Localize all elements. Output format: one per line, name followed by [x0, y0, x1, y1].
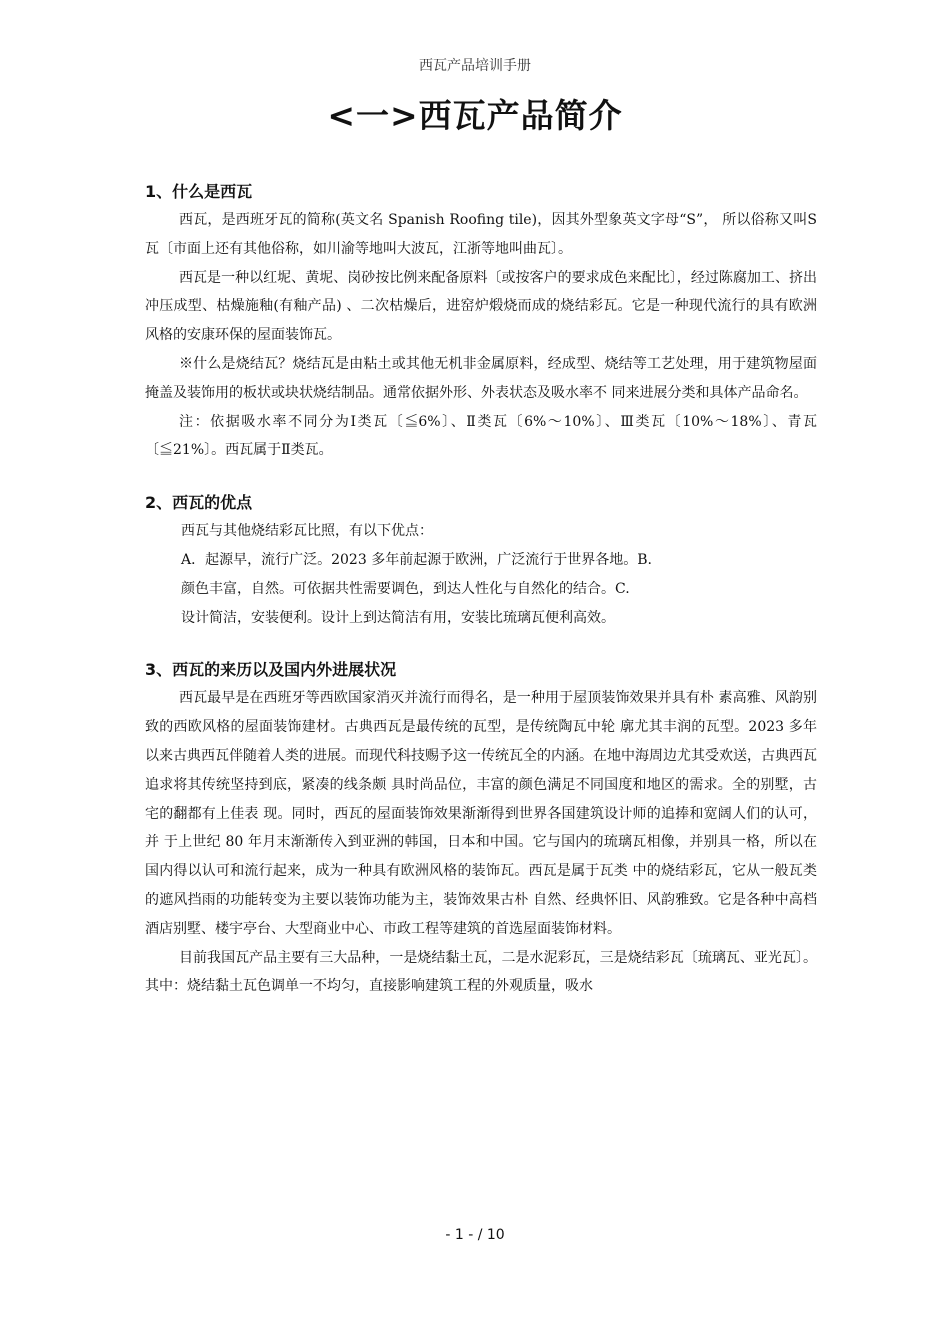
document-body [145, 178, 817, 1001]
note-paragraph: 注：依据吸水率不同分为Ⅰ类瓦〔≦6%〕、Ⅱ类瓦〔6%～10%〕、Ⅲ类瓦〔10%～18%〕、青瓦〔≦21%〕。西瓦属于Ⅱ类瓦。 [145, 413, 817, 459]
paragraph: 西瓦是一种以红坭、黄坭、岗砂按比例来配备原料〔或按客户的要求成色来配比〕，经过陈腐加工、挤出冲压成型、枯燥施釉(有釉产品) 、二次枯燥后，进窑炉煅烧而成的烧结彩瓦。它是一种现代流行的具有欧洲风格的安康环保的屋面装饰瓦。 [145, 269, 817, 344]
paragraph: 西瓦与其他烧结彩瓦比照，有以下优点： [181, 523, 433, 540]
section-heading-advantages: 2、西瓦的优点 [145, 493, 253, 513]
section-heading-what-is-xiwa: 1、什么是西瓦 [145, 182, 253, 201]
running-header: 西瓦产品培训手册 [419, 58, 531, 74]
paragraph: ※什么是烧结瓦？烧结瓦是由粘土或其他无机非金属原料，经成型、烧结等工艺处理，用于建筑物屋面掩盖及装饰用的板状或块状烧结制品。通常依据外形、外表状态及吸水率不 同来进展分类和具体产品命名。 [145, 355, 817, 401]
document-title: <一>西瓦产品简介 [327, 96, 623, 135]
page-number: - 1 - / 10 [445, 1227, 505, 1243]
list-item: 设计简洁，安装便利。设计上到达简洁有用，安装比琉璃瓦便利高效。 [181, 609, 615, 626]
list-item: A．起源早，流行广泛。2023 多年前起源于欧洲，广泛流行于世界各地。B. [181, 551, 652, 568]
paragraph: 西瓦，是西班牙瓦的简称(英文名 Spanish Roofing tile)，因其外型象英文字母“S”， 所以俗称又叫S 瓦〔市面上还有其他俗称，如川渝等地叫大波瓦，江浙等地叫曲瓦〕。 [145, 212, 817, 257]
section-heading-history: 3、西瓦的来历以及国内外进展状况 [145, 660, 397, 680]
paragraph: 西瓦最早是在西班牙等西欧国家消灭并流行而得名，是一种用于屋顶装饰效果并具有朴 素高雅、风韵别致的西欧风格的屋面装饰建材。古典西瓦是最传统的瓦型，是传统陶瓦中轮 廓尤其丰润的瓦型。2023 多年以来古典西瓦伴随着人类的进展。而现代科技赐予这一传统瓦全的内涵。在地中海周边尤其受欢送，古典西瓦追求将其传统坚持到底，紧凑的线条颇 具时尚品位，丰富的颜色满足不同国度和地区的需求。全的别墅，古宅的翻都有上佳表 现。同时，西瓦的屋面装饰效果渐渐得到世界各国建筑设计师的追捧和宽阔人们的认可，并 于上世纪 80 年月末渐渐传入到亚洲的韩国，日本和中国。它与国内的琉璃瓦相像，并别具一格，所以在国内得以认可和流行起来，成为一种具有欧洲风格的装饰瓦。西瓦是属于瓦类 中的烧结彩瓦，它从一般瓦类的遮风挡雨的功能转变为主要以装饰功能为主，装饰效果古朴 自然、经典怀旧、风韵雅致。它是各种中高档酒店别墅、楼宇亭台、大型商业中心、市政工程等建筑的首选屋面装饰材料。 [145, 690, 817, 937]
paragraph: 目前我国瓦产品主要有三大品种，一是烧结黏土瓦，二是水泥彩瓦，三是烧结彩瓦〔琉璃瓦、亚光瓦〕。其中：烧结黏土瓦色调单一不均匀，直接影响建筑工程的外观质量，吸水 [145, 949, 817, 995]
list-item: 颜色丰富，自然。可依据共性需要调色，到达人性化与自然化的结合。C. [181, 580, 630, 597]
